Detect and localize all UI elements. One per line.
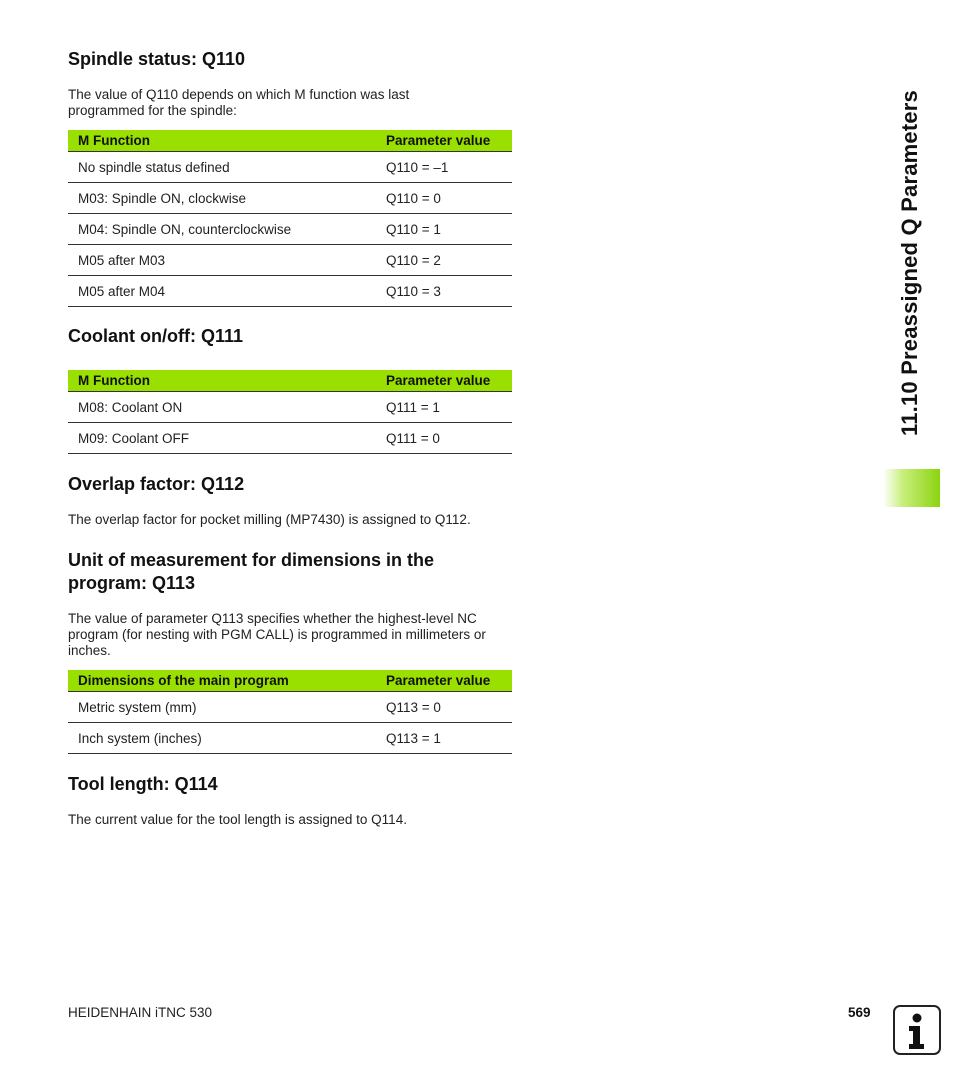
- m-function-cell: M09: Coolant OFF: [68, 423, 376, 454]
- column-header-m-function: M Function: [68, 370, 376, 392]
- column-header-parameter-value: Parameter value: [376, 370, 512, 392]
- parameter-value-cell: Q110 = 0: [376, 183, 512, 214]
- unit-description-line2: program (for nesting with PGM CALL) is programmed in millimeters or: [68, 627, 486, 642]
- table-row: [68, 723, 512, 754]
- parameter-value-cell: Q110 = 1: [376, 214, 512, 245]
- m-function-cell: M08: Coolant ON: [68, 392, 376, 423]
- column-header-parameter-value: Parameter value: [376, 670, 512, 692]
- unit-description-line3: inches.: [68, 643, 111, 658]
- parameter-value-cell: Q113 = 0: [376, 692, 512, 723]
- spindle-description: [68, 87, 512, 119]
- heading-tool-length: Tool length: Q114: [68, 774, 218, 794]
- heading-unit-line2: program: Q113: [68, 573, 196, 593]
- table-header-row: [68, 130, 512, 152]
- spindle-description-line2: programmed for the spindle:: [68, 103, 237, 118]
- table-row: [68, 423, 512, 454]
- table-row: [68, 214, 512, 245]
- unit-description: [68, 611, 512, 659]
- spindle-description-line1: The value of Q110 depends on which M function was last: [68, 87, 410, 102]
- parameter-value-cell: Q110 = 3: [376, 276, 512, 307]
- table-row: [68, 692, 512, 723]
- dimension-cell: Inch system (inches): [68, 723, 376, 754]
- m-function-cell: No spindle status defined: [68, 152, 376, 183]
- page-number: 569: [848, 1005, 871, 1020]
- parameter-value-cell: Q110 = 2: [376, 245, 512, 276]
- m-function-cell: M05 after M04: [68, 276, 376, 307]
- unit-description-line1: The value of parameter Q113 specifies whether the highest-level NC: [68, 611, 477, 626]
- heading-spindle-status: Spindle status: Q110: [68, 49, 246, 69]
- heading-coolant: Coolant on/off: Q111: [68, 326, 244, 346]
- tool-length-description: The current value for the tool length is assigned to Q114.: [68, 812, 407, 827]
- m-function-cell: M04: Spindle ON, counterclockwise: [68, 214, 376, 245]
- table-header-row: [68, 670, 512, 692]
- info-icon-glyph: [895, 1007, 939, 1053]
- m-function-cell: M05 after M03: [68, 245, 376, 276]
- column-header-parameter-value: Parameter value: [376, 130, 512, 152]
- info-icon: [893, 1005, 941, 1055]
- chapter-tab-marker: [883, 469, 940, 507]
- parameter-value-cell: Q111 = 0: [376, 423, 512, 454]
- column-header-m-function: M Function: [68, 130, 376, 152]
- unit-table: [68, 670, 512, 754]
- parameter-value-cell: Q113 = 1: [376, 723, 512, 754]
- table-row: [68, 392, 512, 423]
- table-header-row: [68, 370, 512, 392]
- coolant-table: [68, 370, 512, 454]
- parameter-value-cell: Q111 = 1: [376, 392, 512, 423]
- heading-unit-line1: Unit of measurement for dimensions in the: [68, 550, 435, 570]
- footer-product-name: HEIDENHAIN iTNC 530: [68, 1005, 213, 1020]
- heading-unit-of-measurement: [68, 549, 434, 595]
- spindle-status-table: [68, 130, 512, 307]
- overlap-description: The overlap factor for pocket milling (MP7430) is assigned to Q112.: [68, 512, 471, 527]
- dimension-cell: Metric system (mm): [68, 692, 376, 723]
- parameter-value-cell: Q110 = –1: [376, 152, 512, 183]
- chapter-side-title: 11.10 Preassigned Q Parameters: [897, 90, 922, 436]
- table-row: [68, 245, 512, 276]
- table-row: [68, 276, 512, 307]
- table-row: [68, 183, 512, 214]
- table-row: [68, 152, 512, 183]
- column-header-dimensions: Dimensions of the main program: [68, 670, 376, 692]
- heading-overlap-factor: Overlap factor: Q112: [68, 474, 245, 494]
- m-function-cell: M03: Spindle ON, clockwise: [68, 183, 376, 214]
